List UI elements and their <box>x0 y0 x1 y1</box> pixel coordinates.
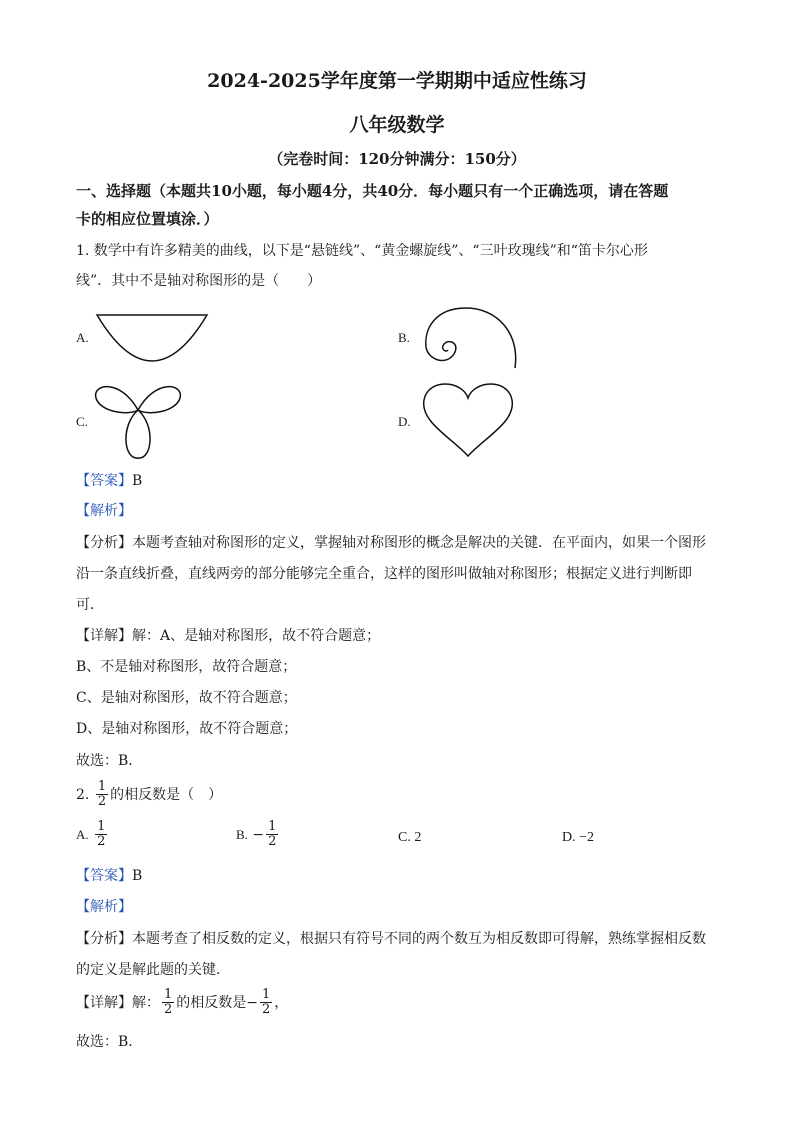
q2-option-b <box>236 820 280 850</box>
analysis-label: 【分析】 <box>76 931 132 947</box>
answer-tag: 【答案】 <box>76 868 132 884</box>
heart-curve <box>424 384 513 456</box>
q1-conclusion: 故选：B． <box>76 753 143 769</box>
q1-analysis-line2: 沿一条直线折叠，直线两旁的部分能够完全重合，这样的图形叫做轴对称图形；根据定义进行判断即 <box>76 566 692 582</box>
option-a-fraction <box>95 820 107 850</box>
q1-option-b-label: B. <box>398 330 410 345</box>
analysis-text: 本题考查了相反数的定义，根据只有符号不同的两个数互为相反数即可得解，熟练掌握相反数 <box>132 931 706 947</box>
answer-tag: 【答案】 <box>76 473 132 489</box>
q2-number: 2. <box>76 786 90 803</box>
detail-label: 【详解】 <box>76 994 132 1011</box>
three-leaf-rose-figure <box>90 376 186 460</box>
answer-value: B <box>132 868 143 884</box>
analysis-text: 本题考查轴对称图形的定义，掌握轴对称图形的概念是解决的关键．在平面内，如果一个图形 <box>132 535 706 551</box>
frac-numerator: 1 <box>262 987 271 1002</box>
analysis-label: 【分析】 <box>76 535 132 551</box>
q1-analysis-line1 <box>76 532 706 552</box>
frac-numerator: 1 <box>164 987 173 1002</box>
q2-option-a <box>76 820 109 850</box>
q2-analysis-line1 <box>76 928 706 948</box>
option-b-label: B. <box>236 826 248 842</box>
subject-title: 八年级数学 <box>349 114 445 136</box>
q1-detail-line2: B、不是轴对称图形，故符合题意； <box>76 659 297 675</box>
q2-analysis-line2: 的定义是解此题的关键． <box>76 962 230 978</box>
exam-info: （完卷时间：120分钟满分：150分） <box>268 150 526 168</box>
section-heading-line1: 一、选择题（本题共10小题，每小题4分，共40分．每小题只有一个正确选项，请在答题 <box>76 182 669 200</box>
frac-denominator: 2 <box>262 1002 271 1018</box>
frac-numerator: 1 <box>97 779 107 794</box>
frac-denominator: 2 <box>268 834 277 850</box>
minus-sign: − <box>252 826 265 843</box>
option-b-fraction <box>266 820 278 850</box>
q1-option-c-label: C. <box>76 414 88 429</box>
catenary-figure <box>92 312 212 372</box>
rose-petal-left <box>96 387 138 413</box>
detail-fraction <box>162 988 174 1018</box>
q1-analysis-tag: 【解析】 <box>76 503 132 519</box>
q2-detail <box>76 988 288 1018</box>
detail-mid: 的相反数是 <box>176 994 247 1011</box>
q1-detail-line1 <box>76 625 380 645</box>
q2-stem <box>76 780 222 810</box>
detail-neg-fraction <box>260 988 272 1018</box>
q2-option-c: C. 2 <box>398 830 422 845</box>
q2-option-d: D. −2 <box>562 830 595 845</box>
frac-numerator: 1 <box>268 819 277 834</box>
detail-end: ， <box>274 994 289 1011</box>
q2-answer <box>76 865 142 885</box>
frac-denominator: 2 <box>97 834 106 850</box>
one-half-fraction <box>96 780 108 810</box>
frac-numerator: 1 <box>97 819 106 834</box>
exam-title: 2024-2025学年度第一学期期中适应性练习 <box>207 70 587 92</box>
detail-text: 解：A、是轴对称图形，故不符合题意； <box>132 628 381 644</box>
option-a-label: A. <box>76 826 89 842</box>
rose-petal-bottom <box>126 410 150 458</box>
q1-stem-line2: 线”．其中不是轴对称图形的是（ ） <box>76 273 322 289</box>
rose-petal-right <box>138 387 180 413</box>
q2-analysis-tag: 【解析】 <box>76 899 132 915</box>
minus-sign: − <box>246 994 259 1011</box>
q1-option-d-label: D. <box>398 414 411 429</box>
cardioid-heart-figure <box>416 378 520 458</box>
q1-analysis-line3: 可． <box>76 597 104 613</box>
q1-detail-line4: D、是轴对称图形，故不符合题意； <box>76 721 298 737</box>
frac-denominator: 2 <box>164 1002 173 1018</box>
detail-label: 【详解】 <box>76 628 132 644</box>
q2-conclusion: 故选：B． <box>76 1034 143 1050</box>
frac-denominator: 2 <box>97 794 107 810</box>
q1-stem-line1: 1. 数学中有许多精美的曲线，以下是“悬链线”、“黄金螺旋线”、“三叶玫瑰线”和“笛卡尔心形 <box>76 243 648 259</box>
q2-stem-text: 的相反数是（ ） <box>110 786 223 803</box>
golden-spiral-figure <box>416 302 526 372</box>
answer-value: B <box>132 473 143 489</box>
q1-option-a-label: A. <box>76 330 89 345</box>
q1-detail-line3: C、是轴对称图形，故不符合题意； <box>76 690 297 706</box>
golden-spiral-curve <box>426 308 516 368</box>
section-heading-line2: 卡的相应位置填涂．） <box>76 210 219 228</box>
detail-prefix: 解： <box>132 994 160 1011</box>
q1-answer <box>76 470 142 490</box>
catenary-curve <box>97 315 207 361</box>
